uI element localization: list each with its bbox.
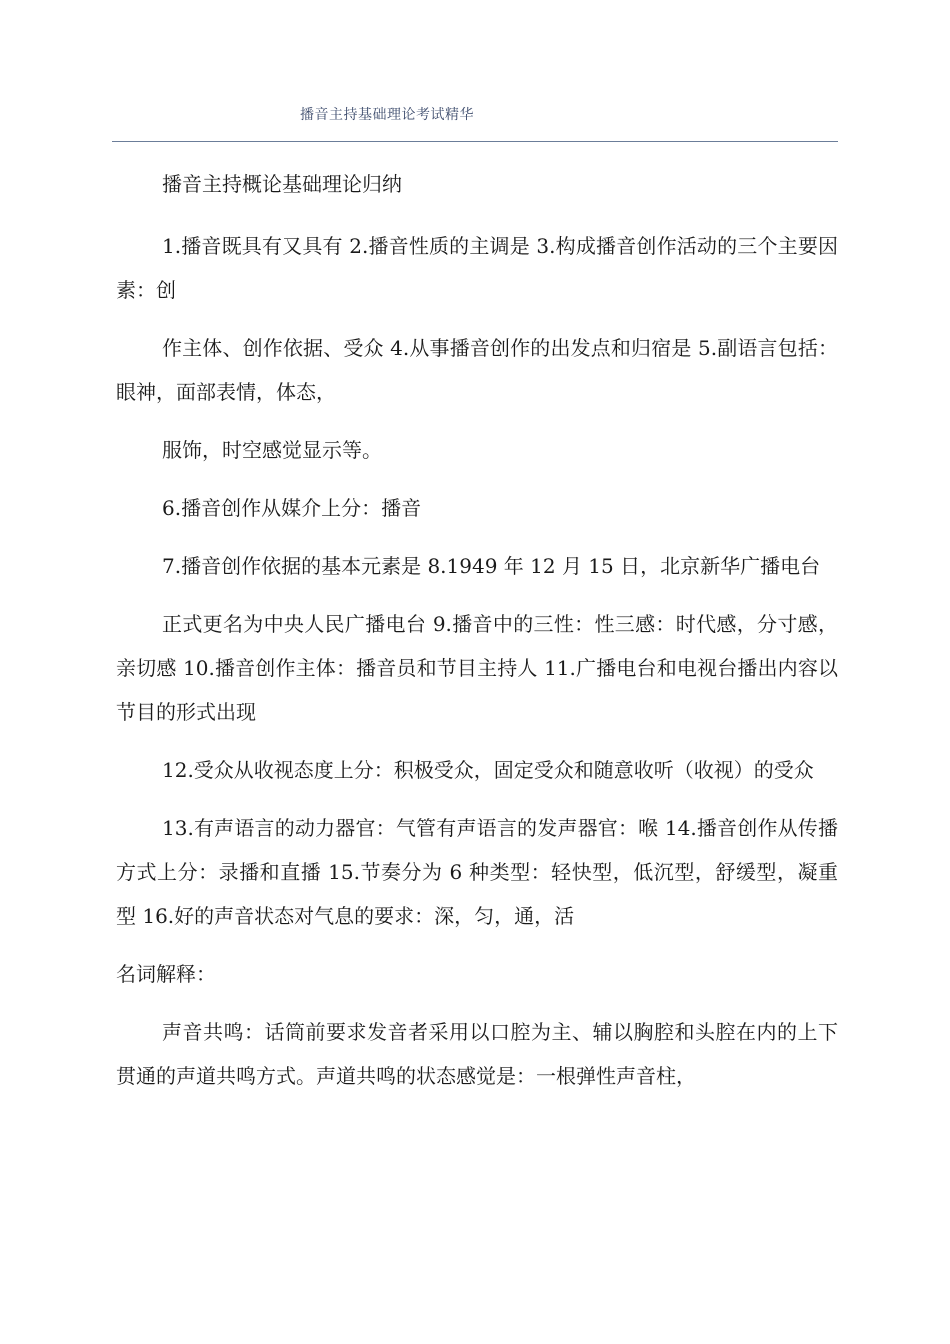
paragraph: 服饰，时空感觉显示等。 bbox=[162, 438, 382, 462]
paragraph: 12.受众从收视态度上分：积极受众，固定受众和随意收听（收视）的受众 bbox=[162, 758, 814, 782]
paragraph: 1.播音既具有又具有 2.播音性质的主调是 3.构成播音创作活动的三个主要因素：创 bbox=[116, 234, 838, 302]
paragraph: 声音共鸣：话筒前要求发音者采用以口腔为主、辅以胸腔和头腔在内的上下贯通的声道共鸣方式。声道共鸣的状态感觉是：一根弹性声音柱， bbox=[116, 1020, 838, 1088]
paragraph: 正式更名为中央人民广播电台 9.播音中的三性：性三感：时代感，分寸感，亲切感 10.播音创作主体：播音员和节目主持人 11.广播电台和电视台播出内容以节目的形式出现 bbox=[116, 612, 838, 724]
paragraph: 13.有声语言的动力器官：气管有声语言的发声器官：喉 14.播音创作从传播方式上分：录播和直播 15.节奏分为 6 种类型：轻快型，低沉型，舒缓型，凝重型 16.好的声音状态对气息的要求：深，匀，通，活 bbox=[116, 816, 838, 928]
paragraph: 6.播音创作从媒介上分：播音 bbox=[162, 496, 422, 520]
paragraph: 7.播音创作依据的基本元素是 8.1949 年 12 月 15 日，北京新华广播电台 bbox=[162, 554, 821, 578]
definitions-heading: 名词解释： bbox=[116, 962, 216, 986]
page-header-title: 播音主持基础理论考试精华 bbox=[300, 107, 474, 123]
paragraph: 作主体、创作依据、受众 4.从事播音创作的出发点和归宿是 5.副语言包括：眼神，面部表情，体态， bbox=[116, 336, 838, 404]
header-divider bbox=[112, 141, 838, 142]
document-body bbox=[116, 162, 838, 1112]
section-heading: 播音主持概论基础理论归纳 bbox=[162, 172, 402, 196]
